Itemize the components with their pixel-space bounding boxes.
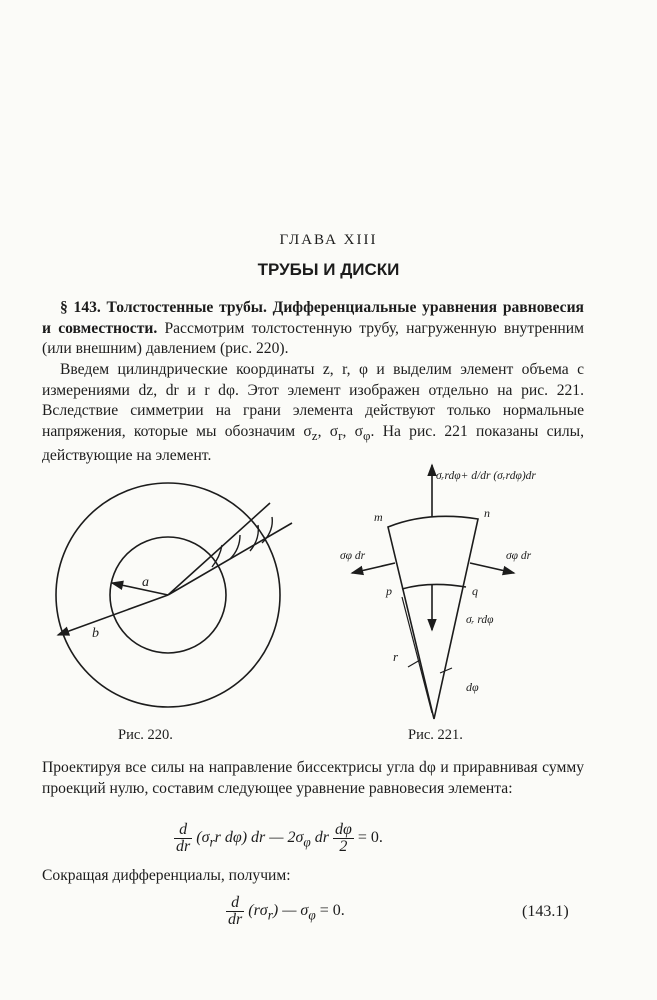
eq2-sub-r: r [267,907,273,923]
section-paragraph-3: Проектируя все силы на направление биссектрисы угла dφ и приравнивая сумму проекций нулю, составим следующее уравнение равновесия элемента: [42,759,584,797]
eq1-dphi-fraction: $\frac{d\varphi}{2}$ [335,821,352,855]
figure-220-drawing [56,483,292,707]
section-paragraph-4: Сокращая дифференциалы, получим: [42,867,291,884]
section-heading: § 143. Толстостенные трубы. Дифференциальные уравнения равновесия и совместности. [42,299,584,337]
label-p: p [386,584,392,598]
section-paragraph-1 [42,298,584,360]
sub-r: r [338,427,343,443]
sub-z: z [311,427,318,443]
label-q: q [472,584,478,598]
section-intro: Рассмотрим толстостенную трубу, нагруженную внутренним (или внешним) давлением (рис. 220). [42,319,584,357]
radius-b-arrow [58,595,168,635]
paragraph2-part-b: , σ [317,422,339,440]
eq1-sub-phi: φ [303,834,311,850]
figure-220-caption: Рис. 220. [118,727,173,743]
figure-221-caption: Рис. 221. [408,727,463,743]
r-dimension-line [402,597,432,713]
eq2-derivative: $\frac{d}{dr}$ [228,894,243,928]
eq1-body: (σ [196,829,210,847]
eq1-derivative: $\frac{d}{dr}$ [176,821,191,855]
section-paragraph-2 [42,360,584,467]
eq2-body: (rσ [248,902,268,920]
eq1-sub-r: r [209,834,215,850]
left-force-label: σφ dr [340,550,366,562]
label-m: m [374,510,383,524]
right-force-arrow [470,563,514,573]
chapter-label: ГЛАВА XIII [279,232,378,248]
chapter-title: ТРУБЫ И ДИСКИ [257,260,400,279]
paragraph2-part-c: , σ [342,422,364,440]
equation-2 [226,895,345,928]
inner-arc [402,584,466,589]
paragraph2-part-d: . На рис. 221 показаны силы, действующие на элемент. [42,422,584,465]
eq2-sub-phi: φ [308,907,316,923]
sector-outline [388,516,478,719]
eq1-tail: = 0. [353,829,383,847]
paragraph2-part-a: Введем цилиндрические координаты z, r, φ и выделим элемент объема с измерениями dz, dr и r dφ. Этот элемент изображен отдельно на рис. 221. Вследствие симметрии на грани элемента действуют только нормальные напряжения, которые мы обозначим σ [42,361,584,440]
dphi-tick-1 [440,668,452,673]
dphi-tick-2 [408,660,420,667]
sub-phi: φ [363,427,371,443]
equation-1 [174,822,383,855]
left-force-arrow [352,563,395,573]
label-b: b [92,626,99,641]
equation-number: (143.1) [522,903,569,920]
label-n: n [484,506,490,520]
top-force-label: σᵣrdφ+ d/dr (σᵣrdφ)dr [436,470,536,482]
eq1-body2: r dφ) dr — 2σ [214,829,304,847]
label-dphi: dφ [466,680,479,694]
eq2-body2: ) — σ [272,902,309,920]
right-force-label: σφ dr [506,550,532,562]
eq1-body3: dr [310,829,329,847]
figure-221-drawing [352,465,514,719]
element-arcs [212,517,272,567]
radius-a-arrow [112,583,168,595]
label-a: a [142,575,149,590]
label-r: r [393,649,399,664]
eq2-tail: = 0. [315,902,345,920]
bottom-force-label: σᵣ rdφ [466,614,494,626]
figures [0,455,657,725]
element-wedge [168,503,292,595]
